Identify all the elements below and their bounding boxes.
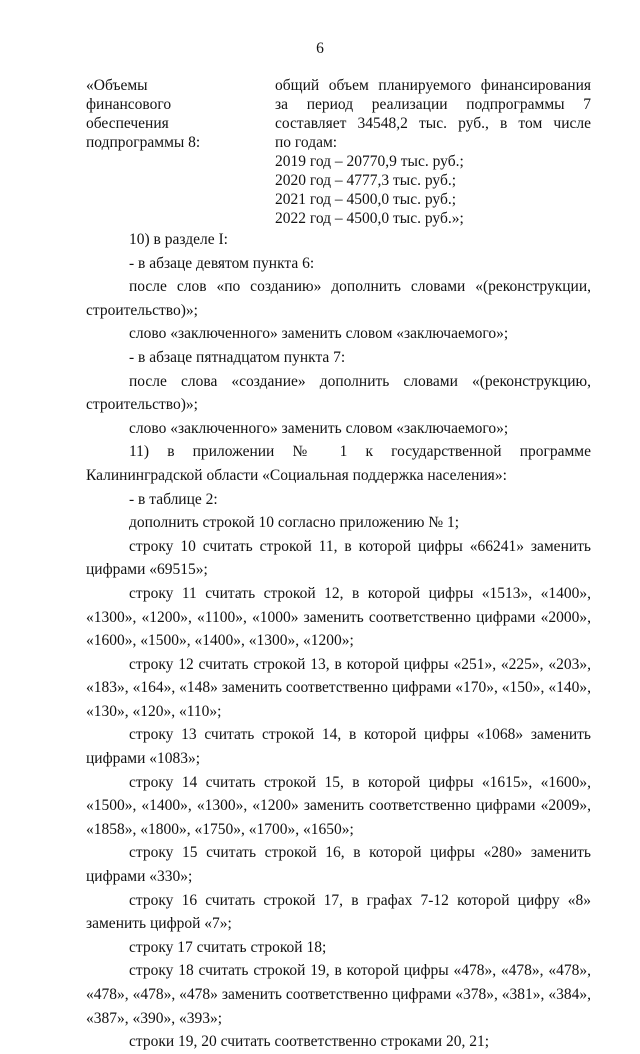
- paragraph-line: «478», «478», «478» заменить соответственно цифрами «378», «381», «384»,: [86, 986, 591, 1003]
- left-cell-line: финансового: [86, 96, 172, 113]
- paragraph-line: «183», «164», «148» заменить соответственно цифрами «170», «150», «140»,: [86, 679, 591, 697]
- paragraph-line: - в таблице 2:: [129, 490, 218, 508]
- paragraph: [86, 370, 591, 417]
- paragraph: [86, 228, 591, 252]
- paragraph: [86, 723, 591, 770]
- left-cell-line: «Объемы: [86, 77, 148, 94]
- paragraph-line: строительство)»;: [86, 301, 198, 319]
- paragraph: [86, 1030, 591, 1054]
- left-cell-line: обеспечения: [86, 115, 169, 132]
- paragraph: [86, 488, 591, 512]
- paragraph-line: «1500», «1400», «1300», «1200» заменить соответственно цифрами «2009»,: [86, 797, 591, 815]
- document-body: [86, 228, 591, 1054]
- paragraph: [86, 346, 591, 370]
- paragraph: [86, 252, 591, 276]
- paragraph-line: строку 16 считать строкой 17, в графах 7-12 которой цифру «8»: [129, 891, 591, 909]
- paragraph-line: «130», «120», «110»;: [86, 702, 222, 720]
- paragraph-line: строку 11 считать строкой 12, в которой цифры «1513», «1400»,: [129, 584, 591, 602]
- paragraph: [86, 771, 591, 842]
- paragraph: [86, 582, 591, 653]
- paragraph-line: строку 17 считать строкой 18;: [129, 938, 327, 956]
- paragraph-line: заменить цифрой «7»;: [86, 915, 232, 933]
- paragraph-line: после слова «создание» дополнить словами «(реконструкцию,: [129, 372, 591, 390]
- paragraph: [86, 535, 591, 582]
- paragraph-line: слово «заключенного» заменить словом «заключаемого»;: [129, 419, 509, 437]
- paragraph-line: «1300», «1200», «1100», «1000» заменить соответственно цифрами «2000»,: [86, 608, 591, 626]
- paragraph-line: 10) в разделе I:: [129, 231, 228, 248]
- paragraph-line: цифрами «1083»;: [86, 750, 201, 768]
- paragraph-line: строительство)»;: [86, 396, 198, 414]
- paragraph: [86, 959, 591, 1030]
- paragraph: [86, 511, 591, 535]
- paragraph-line: «1858», «1800», «1750», «1700», «1650»;: [86, 820, 354, 838]
- paragraph-line: строку 15 считать строкой 16, в которой цифры «280» заменить: [129, 844, 591, 862]
- right-cell-line: составляет 34548,2 тыс. руб., в том числе: [275, 115, 591, 132]
- paragraph-line: строку 18 считать строкой 19, в которой цифры «478», «478», «478»,: [129, 962, 591, 980]
- paragraph-line: Калининградской области «Социальная поддержка населения»:: [86, 466, 507, 484]
- paragraph-line: - в абзаце девятом пункта 6:: [129, 254, 315, 272]
- table-left-cell: [86, 76, 266, 152]
- right-cell-line: общий объем планируемого финансирования: [275, 77, 591, 94]
- paragraph: [86, 275, 591, 322]
- right-cell-line: 2019 год – 20770,9 тыс. руб.;: [275, 153, 464, 170]
- paragraph: [86, 936, 591, 960]
- paragraph-line: 11) в приложении № 1 к государственной программе: [129, 443, 591, 461]
- paragraph-line: дополнить строкой 10 согласно приложению № 1;: [129, 514, 460, 532]
- paragraph-line: «387», «390», «393»;: [86, 1009, 223, 1027]
- paragraph: [86, 653, 591, 724]
- paragraph-line: - в абзаце пятнадцатом пункта 7:: [129, 348, 346, 366]
- paragraph-line: строку 14 считать строкой 15, в которой цифры «1615», «1600»,: [129, 773, 591, 791]
- paragraph: [86, 440, 591, 487]
- paragraph-line: цифрами «69515»;: [86, 561, 208, 579]
- paragraph-line: строку 12 считать строкой 13, в которой цифры «251», «225», «203»,: [129, 655, 591, 673]
- paragraph: [86, 417, 591, 441]
- paragraph-line: цифрами «330»;: [86, 868, 193, 886]
- paragraph-line: слово «заключенного» заменить словом «заключаемого»;: [129, 325, 509, 343]
- paragraph: [86, 841, 591, 888]
- paragraph-line: после слов «по созданию» дополнить словами «(реконструкции,: [129, 278, 591, 296]
- paragraph-line: строку 10 считать строкой 11, в которой цифры «66241» заменить: [129, 537, 591, 555]
- paragraph-line: строку 13 считать строкой 14, в которой цифры «1068» заменить: [129, 726, 591, 744]
- right-cell-line: 2021 год – 4500,0 тыс. руб.;: [275, 191, 457, 208]
- paragraph: [86, 322, 591, 346]
- right-cell-line: 2022 год – 4500,0 тыс. руб.»;: [275, 210, 464, 227]
- right-cell-line: 2020 год – 4777,3 тыс. руб.;: [275, 172, 457, 189]
- page-number: 6: [316, 40, 324, 57]
- paragraph-line: «1600», «1500», «1400», «1300», «1200»;: [86, 632, 354, 650]
- paragraph: [86, 889, 591, 936]
- right-cell-line: за период реализации подпрограммы 7: [275, 96, 591, 113]
- left-cell-line: подпрограммы 8:: [86, 134, 201, 151]
- paragraph-line: строки 19, 20 считать соответственно строками 20, 21;: [129, 1033, 490, 1051]
- right-cell-line: по годам:: [275, 134, 338, 151]
- table-right-cell: [275, 76, 591, 228]
